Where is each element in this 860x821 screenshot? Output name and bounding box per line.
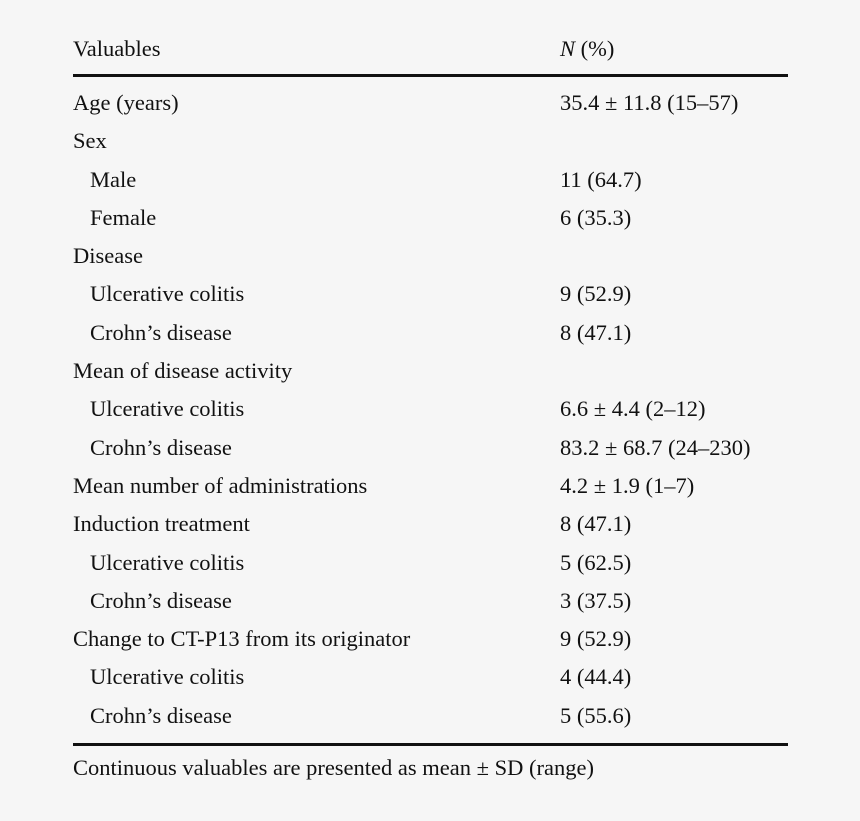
row-label: Change to CT-P13 from its originator	[73, 626, 411, 652]
header-n: N	[560, 36, 576, 61]
table-body	[73, 90, 788, 741]
table-row	[73, 243, 788, 281]
row-value: 3 (37.5)	[560, 587, 632, 613]
table-row	[73, 626, 788, 664]
header-percent: (%)	[575, 36, 615, 61]
row-label: Ulcerative colitis	[90, 396, 245, 422]
row-value: 8 (47.1)	[560, 511, 632, 537]
row-value: 5 (62.5)	[560, 549, 632, 575]
top-rule	[73, 74, 788, 77]
row-label: Mean of disease activity	[73, 358, 293, 384]
bottom-rule	[73, 743, 788, 746]
table-row	[73, 588, 788, 626]
row-value: 5 (55.6)	[560, 702, 632, 728]
table-row	[73, 205, 788, 243]
row-label: Male	[90, 166, 137, 192]
row-value: 35.4 ± 11.8 (15–57)	[560, 90, 739, 115]
row-label: Female	[90, 204, 157, 230]
row-value: 4 (44.4)	[560, 664, 632, 690]
table-row	[73, 435, 788, 473]
table-row	[73, 511, 788, 549]
row-label: Ulcerative colitis	[90, 549, 245, 575]
header-n-percent	[560, 36, 614, 62]
row-label: Crohn’s disease	[90, 702, 232, 728]
row-label: Age (years)	[73, 90, 179, 115]
row-label: Mean number of administrations	[73, 472, 368, 498]
table-row	[73, 473, 788, 511]
table-row	[73, 320, 788, 358]
row-label: Crohn’s disease	[90, 587, 232, 613]
table-row	[73, 396, 788, 434]
table-footnote: Continuous valuables are presented as mean ± SD (range)	[73, 755, 594, 780]
row-value: 9 (52.9)	[560, 281, 632, 307]
row-label: Sex	[73, 128, 107, 154]
row-value: 8 (47.1)	[560, 319, 632, 345]
table-row	[73, 664, 788, 702]
table-row	[73, 281, 788, 319]
row-label: Ulcerative colitis	[90, 281, 245, 307]
table-row	[73, 358, 788, 396]
table-row	[73, 128, 788, 166]
row-value: 6.6 ± 4.4 (2–12)	[560, 396, 706, 422]
row-label: Ulcerative colitis	[90, 664, 245, 690]
row-value: 6 (35.3)	[560, 204, 632, 230]
row-value: 9 (52.9)	[560, 626, 632, 652]
header-valuables: Valuables	[73, 36, 161, 61]
table-row	[73, 703, 788, 741]
row-label: Crohn’s disease	[90, 319, 232, 345]
table-row	[73, 550, 788, 588]
row-value: 83.2 ± 68.7 (24–230)	[560, 434, 751, 460]
row-label: Crohn’s disease	[90, 434, 232, 460]
table-row	[73, 90, 788, 128]
row-value: 11 (64.7)	[560, 166, 642, 192]
table-row	[73, 167, 788, 205]
row-label: Disease	[73, 243, 143, 269]
row-label: Induction treatment	[73, 511, 250, 537]
row-value: 4.2 ± 1.9 (1–7)	[560, 472, 695, 498]
table-header	[73, 36, 788, 66]
